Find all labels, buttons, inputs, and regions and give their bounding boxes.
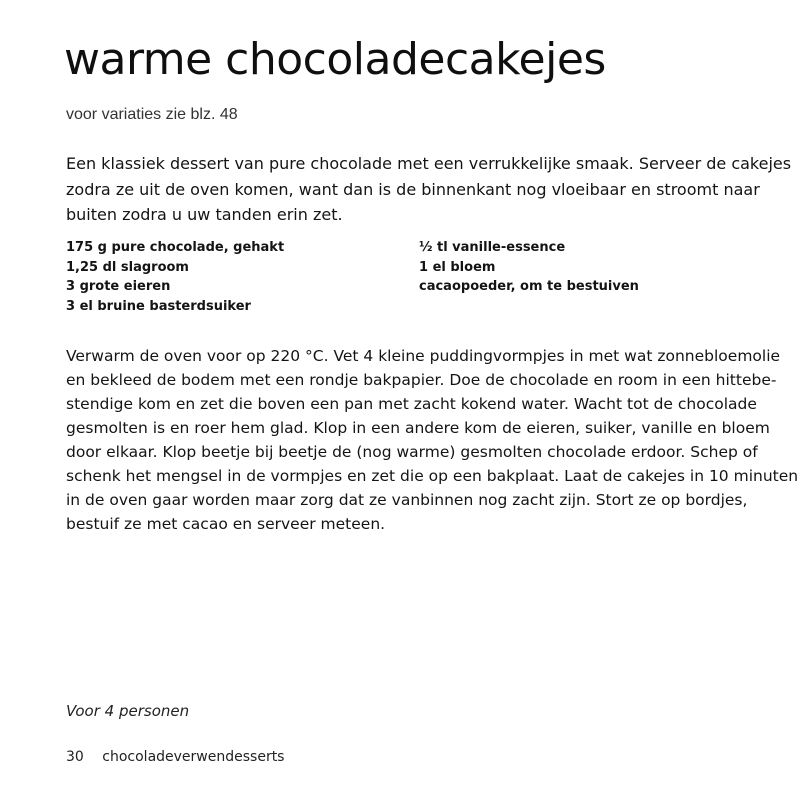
page-number: 30 [66,749,84,765]
method-line: gesmolten is en roer hem glad. Klop in een andere kom de eieren, suiker, vanille en bloem [66,419,770,437]
intro-line: Een klassiek dessert van pure chocolade met een verrukkelijke smaak. Serveer de cakejes [66,154,792,173]
page-title: warme chocoladecakejes [64,34,606,85]
ingredients-list-right [419,238,639,297]
ingredient-item: 3 el bruine basterdsuiker [66,298,251,314]
intro-line: zodra ze uit de oven komen, want dan is de binnenkant nog vloeibaar en stroomt naar [66,179,760,199]
ingredient-item: 3 grote eieren [66,279,171,294]
variations-note: voor variaties zie blz. 48 [66,106,238,123]
method-line: bestuif ze met cacao en serveer meteen. [66,515,386,533]
method-line: Verwarm de oven voor op 220 °C. Vet 4 kleine puddingvormpjes in met wat zonnebloemolie [66,347,781,365]
ingredients-list-left [66,238,284,316]
servings-note: Voor 4 personen [66,702,190,720]
running-footer-title: chocoladeverwendesserts [102,749,285,765]
ingredient-item: cacaopoeder, om te bestuiven [419,279,639,294]
ingredient-item: 1,25 dl slagroom [66,259,189,275]
intro-paragraph [66,151,792,228]
ingredient-item: 1 el bloem [419,259,496,275]
page-footer [66,747,284,767]
method-paragraph [66,344,799,536]
method-line: door elkaar. Klop beetje bij beetje de (nog warme) gesmolten chocolade erdoor. Schep of [66,443,758,461]
intro-line: buiten zodra u uw tanden erin zet. [66,205,343,224]
ingredient-item: ½ tl vanille-essence [419,240,566,255]
method-line: in de oven gaar worden maar zorg dat ze vanbinnen nog zacht zijn. Stort ze op bordjes, [66,491,748,509]
method-line: schenk het mengsel in de vormpjes en zet die op een bakplaat. Laat de cakejes in 10 minuten [66,467,799,485]
ingredient-item: 175 g pure chocolade, gehakt [66,240,285,255]
method-line: stendige kom en zet die boven een pan met zacht kokend water. Wacht tot de chocolade [66,395,757,413]
method-line: en bekleed de bodem met een rondje bakpapier. Doe de chocolade en room in een hittebe- [66,371,777,389]
